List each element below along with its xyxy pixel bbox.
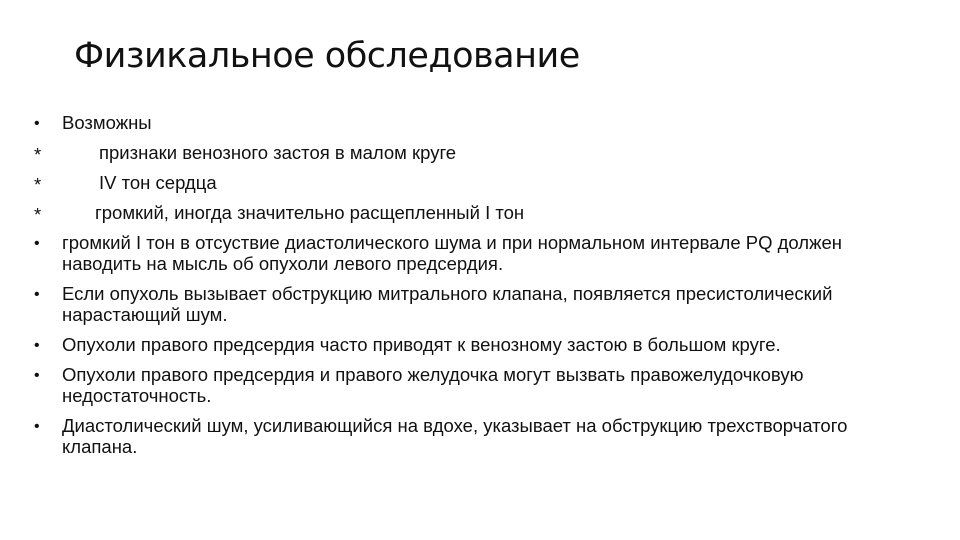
- list-item-text: Возможны: [62, 112, 152, 133]
- list-item-text: Опухоли правого предсердия и правого желудочка могут вызвать правожелудочковую недостаточность.: [62, 364, 804, 406]
- bullet-marker: •: [34, 235, 40, 252]
- bullet-marker: •: [34, 367, 40, 384]
- list-item: [34, 172, 914, 193]
- list-item-text: Если опухоль вызывает обструкцию митрального клапана, появляется пресистолический нарастающий шум.: [62, 283, 833, 325]
- list-item-text: признаки венозного застоя в малом круге: [99, 142, 457, 163]
- list-item: [34, 112, 914, 133]
- list-item-text: Диастолический шум, усиливающийся на вдохе, указывает на обструкцию трехстворчатого клапана.: [62, 415, 848, 457]
- star-marker: *: [34, 204, 42, 225]
- list-item: [34, 364, 914, 406]
- bullet-marker: •: [34, 337, 40, 354]
- bullet-marker: •: [34, 418, 40, 435]
- slide-title: Физикальное обследование: [74, 36, 580, 76]
- list-item-text: IV тон сердца: [99, 172, 217, 193]
- list-item: [34, 232, 914, 274]
- list-item: [34, 334, 914, 355]
- list-item: [34, 202, 914, 223]
- list-item: [34, 142, 914, 163]
- bullet-list: [34, 112, 914, 457]
- bullet-marker: •: [34, 286, 40, 303]
- list-item-text: громкий I тон в отсуствие диастолического шума и при нормальном интервале PQ должен наводить на мысль об опухоли левого предсердия.: [62, 232, 842, 274]
- star-marker: *: [34, 174, 42, 195]
- star-marker: *: [34, 144, 42, 165]
- list-item-text: громкий, иногда значительно расщепленный I тон: [95, 202, 525, 223]
- list-item: [34, 283, 914, 325]
- bullet-marker: •: [34, 115, 40, 132]
- list-item-text: Опухоли правого предсердия часто приводят к венозному застою в большом круге.: [62, 334, 781, 355]
- list-item: [34, 415, 914, 457]
